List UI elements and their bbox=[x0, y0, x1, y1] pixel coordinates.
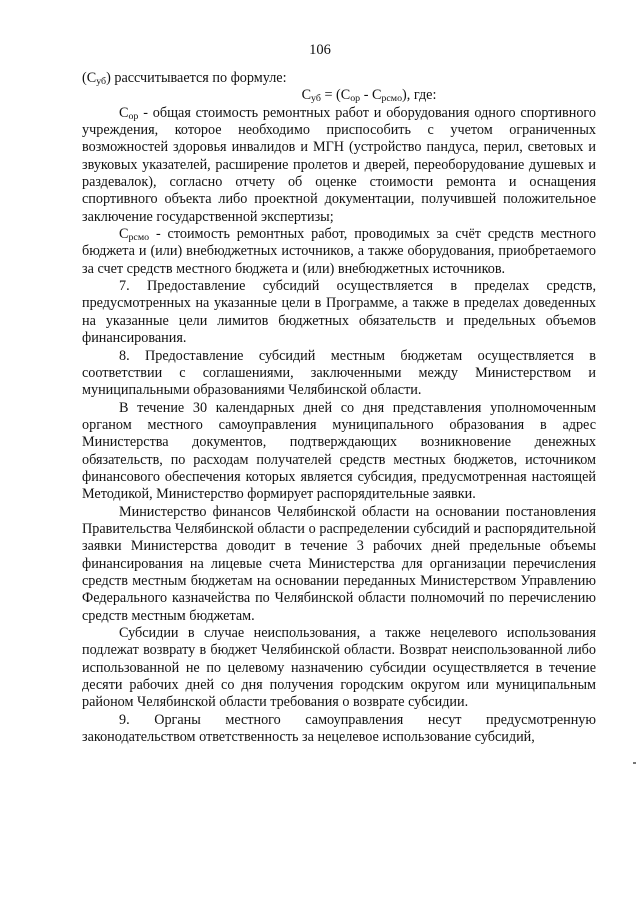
scan-mark bbox=[633, 762, 636, 764]
intro-rest: ) рассчитывается по формуле: bbox=[106, 70, 287, 86]
def-text: - общая стоимость ремонтных работ и оборудования одного спортивного учреждения, которое необходимо приспособить с учетом ограниченных возможностей здоровья инвалидов и МГН (устройство пандуса, перил, световых и звуковых указателей, расширение пролетов и дверей, переоборудование душевых и раздевалок), согласно отчету об оценке стоимости ремонта и оснащения спортивного объекта либо проектной документации, получившей положительное заключение государственной экспертизы; bbox=[82, 104, 596, 225]
definition-crsmo bbox=[82, 226, 596, 278]
formula-part: = (С bbox=[320, 87, 351, 104]
formula-part: ), где: bbox=[402, 87, 437, 104]
intro-sub: уб bbox=[96, 76, 107, 87]
formula bbox=[82, 87, 596, 104]
page-content bbox=[82, 70, 596, 746]
paragraph-minfin: Министерство финансов Челябинской области на основании постановления Правительства Челябинской области о распределении субсидий и распорядительной заявки Министерства доводит в течение 3 рабочих дней предельные объемы финансирования на лицевые счета Министерства для организации перечисления средств местным бюджетам на основании переданных Министерством Управлению Федерального казначейства по Челябинской области полномочий по перечислению средств местным бюджетам. bbox=[82, 503, 596, 624]
paragraph-9: 9. Органы местного самоуправления несут предусмотренную законодательством ответственность за нецелевое использование субсидий, bbox=[82, 711, 596, 746]
page-number: 106 bbox=[309, 42, 331, 58]
formula-sub: рсмо bbox=[381, 93, 403, 105]
def-sub: рсмо bbox=[128, 232, 150, 244]
intro-c: (С bbox=[82, 70, 97, 86]
formula-intro bbox=[82, 70, 596, 87]
def-text: - стоимость ремонтных работ, проводимых за счёт средств местного бюджета и (или) внебюджетных источников, а также оборудования, приобретаемого за счет средств местного бюджета и (или) внебюджетных источников. bbox=[82, 226, 596, 277]
paragraph-return: Субсидии в случае неиспользования, а также нецелевого использования подлежат возврату в бюджет Челябинской области. Возврат неиспользованной либо использованной не по целевому назначению субсидии осуществляется в течение десяти рабочих дней со дня получения городским округом или муниципальным районом Челябинской области требования о возврате субсидии. bbox=[82, 625, 596, 711]
paragraph-7: 7. Предоставление субсидий осуществляется в пределах средств, предусмотренных на указанные цели в Программе, а также в пределах доведенных на указанные цели лимитов бюджетных обязательств и предельных объемов финансирования. bbox=[82, 278, 596, 347]
formula-sub: уб bbox=[311, 93, 321, 105]
paragraph-30-days: В течение 30 календарных дней со дня представления уполномоченным органом местного самоуправления муниципального образования в адрес Министерства документов, подтверждающих возникновение денежных обязательств, по расходам получателей средств местных бюджетов, источником финансового обеспечения которых является субсидия, предусмотренная настоящей Методикой, Министерство формирует распорядительные заявки. bbox=[82, 399, 596, 503]
formula-sub: ор bbox=[350, 93, 361, 105]
def-symbol: С bbox=[119, 226, 129, 243]
paragraph-8: 8. Предоставление субсидий местным бюджетам осуществляется в соответствии с соглашениями, заключенными между Министерством и муниципальными образованиями Челябинской области. bbox=[82, 347, 596, 399]
formula-part: - С bbox=[360, 87, 382, 104]
def-sub: ор bbox=[128, 110, 139, 122]
def-symbol: С bbox=[119, 104, 129, 121]
definition-cop bbox=[82, 105, 596, 226]
formula-part: С bbox=[301, 87, 312, 104]
